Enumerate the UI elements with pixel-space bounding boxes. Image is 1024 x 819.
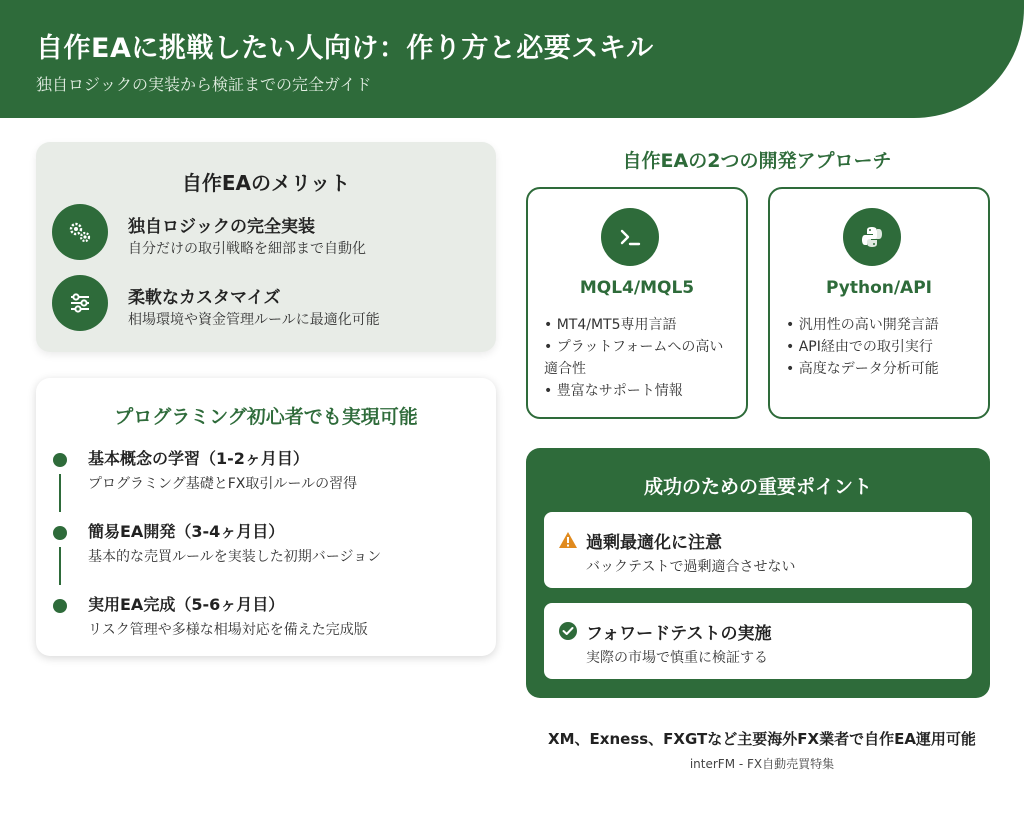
success-panel bbox=[526, 448, 990, 698]
point-desc: 実際の市場で慎重に検証する bbox=[586, 650, 768, 666]
page-subtitle: 独自ロジックの実装から検証までの完全ガイド bbox=[36, 75, 372, 94]
merits-title: 自作EAのメリット bbox=[181, 171, 351, 195]
merit-heading: 柔軟なカスタマイズ bbox=[128, 288, 281, 308]
timeline-line bbox=[59, 547, 61, 585]
approach-name: MQL4/MQL5 bbox=[579, 278, 695, 298]
merit-heading: 独自ロジックの完全実装 bbox=[128, 217, 315, 237]
point-card bbox=[544, 603, 972, 679]
check-circle-icon bbox=[558, 621, 578, 641]
page-title: 自作EAに挑戦したい人向け：作り方と必要スキル bbox=[36, 33, 654, 64]
gears-icon bbox=[52, 204, 108, 260]
merits-card bbox=[36, 142, 496, 352]
approach-point: • MT4/MT5専用言語 bbox=[544, 314, 736, 336]
approach-point: • 汎用性の高い開発言語 bbox=[786, 314, 978, 336]
approaches-title: 自作EAの2つの開発アプローチ bbox=[622, 150, 892, 172]
step-desc: 基本的な売買ルールを実装した初期バージョン bbox=[88, 549, 382, 565]
merit-desc: 相場環境や資金管理ルールに最適化可能 bbox=[128, 312, 380, 328]
step-heading: 簡易EA開発（3-4ヶ月目） bbox=[88, 522, 285, 541]
step-desc: プログラミング基礎とFX取引ルールの習得 bbox=[88, 476, 358, 492]
point-heading: フォワードテストの実施 bbox=[586, 624, 772, 644]
timeline-dot bbox=[53, 599, 67, 613]
approach-point: • 豊富なサポート情報 bbox=[544, 380, 736, 402]
approach-name: Python/API bbox=[825, 278, 933, 298]
beginner-card bbox=[36, 378, 496, 656]
approach-card-mql bbox=[526, 187, 748, 419]
timeline-line bbox=[59, 474, 61, 512]
approach-point: • API経由での取引実行 bbox=[786, 336, 978, 358]
approach-point: • プラットフォームへの高い適合性 bbox=[544, 336, 736, 380]
sliders-icon bbox=[52, 275, 108, 331]
approach-point: • 高度なデータ分析可能 bbox=[786, 358, 978, 380]
timeline-dot bbox=[53, 526, 67, 540]
terminal-icon bbox=[601, 208, 659, 266]
approach-points bbox=[786, 314, 978, 380]
approach-card-python bbox=[768, 187, 990, 419]
approach-points bbox=[544, 314, 736, 402]
point-card bbox=[544, 512, 972, 588]
timeline-dot bbox=[53, 453, 67, 467]
warning-icon bbox=[558, 530, 578, 550]
beginner-title: プログラミング初心者でも実現可能 bbox=[114, 406, 418, 428]
point-desc: バックテストで過剰適合させない bbox=[586, 559, 796, 575]
header-banner bbox=[0, 0, 1024, 118]
step-heading: 基本概念の学習（1-2ヶ月目） bbox=[88, 449, 309, 468]
point-heading: 過剰最適化に注意 bbox=[586, 533, 722, 553]
footer-note: XM、Exness、FXGTなど主要海外FX業者で自作EA運用可能 bbox=[548, 730, 976, 748]
footer-credit: interFM - FX自動売買特集 bbox=[689, 757, 835, 771]
python-icon bbox=[843, 208, 901, 266]
step-desc: リスク管理や多様な相場対応を備えた完成版 bbox=[88, 622, 368, 638]
merit-desc: 自分だけの取引戦略を細部まで自動化 bbox=[128, 241, 366, 257]
step-heading: 実用EA完成（5-6ヶ月目） bbox=[88, 595, 285, 614]
success-title: 成功のための重要ポイント bbox=[643, 476, 872, 498]
